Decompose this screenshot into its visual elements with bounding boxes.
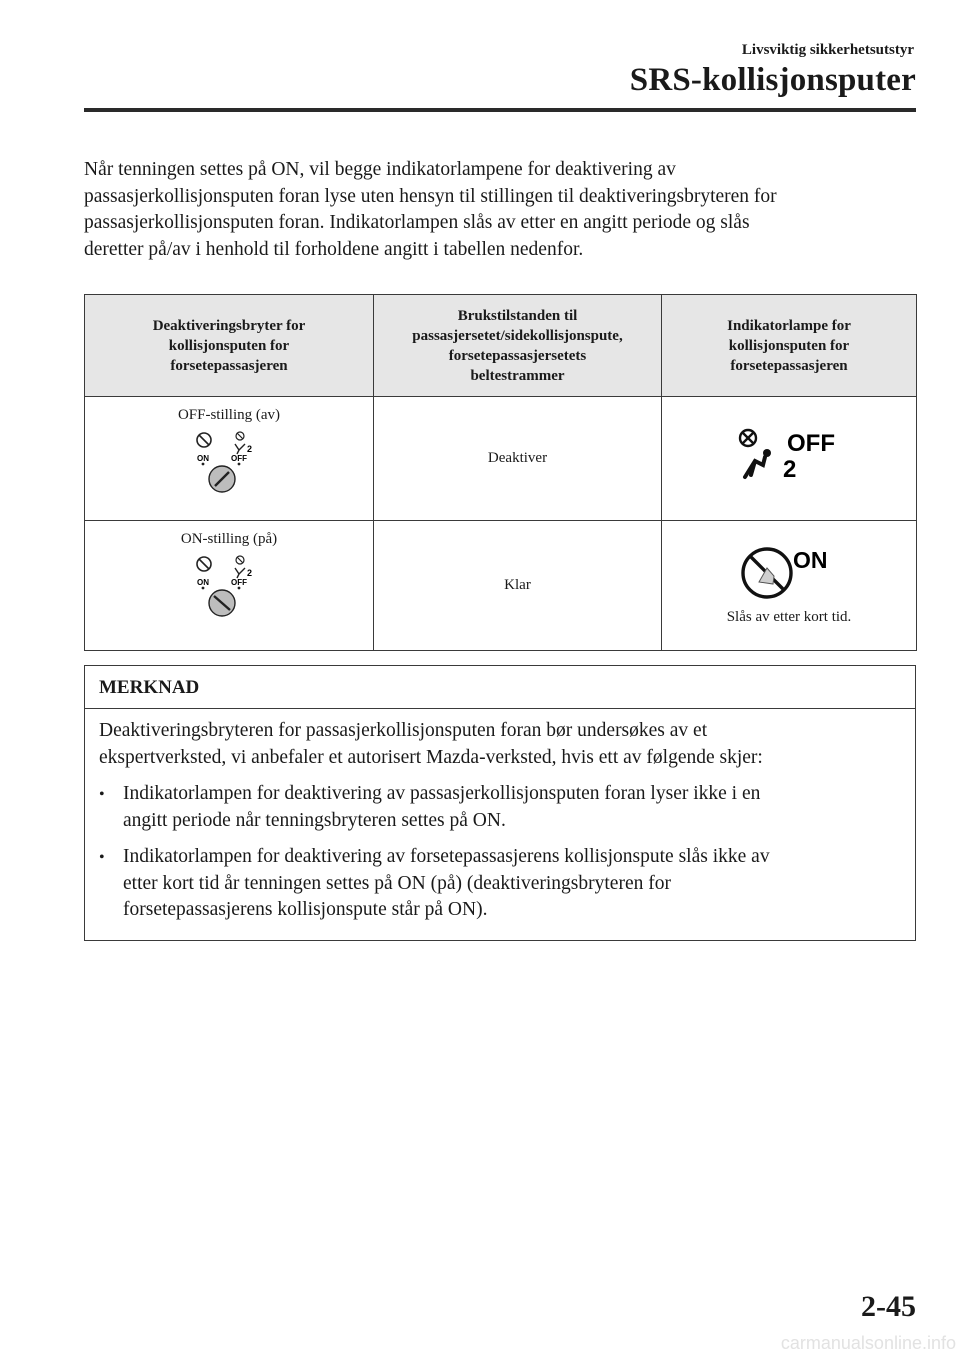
chapter-title: SRS-kollisjonsputer	[629, 62, 916, 98]
switch-label-on: ON	[197, 578, 209, 587]
switch-label-off: OFF	[231, 578, 247, 587]
switch-mode-label: OFF-stilling (av)	[177, 407, 281, 423]
indicator-cell-off	[662, 397, 917, 521]
deactivation-switch-off-icon	[189, 430, 269, 494]
switch-cell-on	[85, 521, 374, 651]
note-box	[84, 665, 916, 941]
column-header-usage-state: Brukstilstanden til passasjersetet/sidekollisjonspute, forsetepassasjersetets beltestrammer	[374, 295, 662, 397]
indicator-off-number: 2	[783, 456, 797, 483]
note-paragraph: Deaktiveringsbryteren for passasjerkollisjonsputen foran bør undersøkes av et ekspertverksted, vi anbefaler et autorisert Mazda-verksted, hvis ett av følgende skjer:	[99, 720, 763, 768]
intro-paragraph: Når tenningen settes på ON, vil begge indikatorlampene for deaktivering av passasjerkollisjonsputen foran lyse uten hensyn til stillingen til deaktiveringsbryteren for passasjerkollisjonsputen foran. Indikatorlampen slås av etter en angitt periode og slås deretter på/av i henhold til forholdene angitt i tabellen nedenfor.	[84, 159, 777, 260]
table-row-on	[85, 521, 917, 651]
note-bullet-item	[99, 844, 901, 924]
indicator-note: Slås av etter kort tid.	[726, 608, 852, 625]
table-row-off	[85, 397, 917, 521]
usage-state-on: Klar	[374, 521, 662, 651]
section-label: Livsviktig sikkerhetsutstyr	[741, 42, 914, 58]
switch-label-on: ON	[197, 454, 209, 463]
airbag-off-indicator-icon	[737, 427, 841, 485]
switch-label-off: OFF	[231, 454, 247, 463]
note-heading: MERKNAD	[85, 666, 915, 709]
bullet-text: Indikatorlampen for deaktivering av forsetepassasjerens kollisjonspute slås ikke av etter kort tid år tenningen settes på ON (på) (deaktiveringsbryteren for forsetepassasjerens kollisjonspute står på ON).	[123, 846, 770, 920]
bullet-dot-icon: •	[99, 786, 105, 803]
indicator-cell-on	[662, 521, 917, 651]
watermark: carmanualsonline.info	[780, 1333, 956, 1353]
indicator-on-text: ON	[793, 546, 828, 573]
deactivation-switch-on-icon	[189, 554, 269, 618]
switch-mode-label: ON-stilling (på)	[180, 531, 278, 547]
status-table	[84, 294, 917, 651]
column-header-indicator: Indikatorlampe for kollisjonsputen for forsetepassasjeren	[662, 295, 917, 397]
switch-label-2: 2	[247, 444, 253, 454]
switch-cell-off	[85, 397, 374, 521]
header-rule	[84, 108, 916, 112]
bullet-dot-icon: •	[99, 849, 105, 866]
bullet-text: Indikatorlampen for deaktivering av passasjerkollisjonsputen foran lyser ikke i en angitt periode når tenningsbryteren settes på ON.	[123, 783, 761, 831]
page-number: 2-45	[861, 1290, 916, 1323]
usage-state-off: Deaktiver	[374, 397, 662, 521]
airbag-on-indicator-icon	[737, 546, 841, 600]
switch-label-2: 2	[247, 568, 253, 578]
indicator-off-text: OFF	[787, 430, 835, 457]
note-body	[85, 709, 915, 940]
note-bullet-item	[99, 781, 901, 834]
column-header-switch: Deaktiveringsbryter for kollisjonsputen for forsetepassasjeren	[85, 295, 374, 397]
